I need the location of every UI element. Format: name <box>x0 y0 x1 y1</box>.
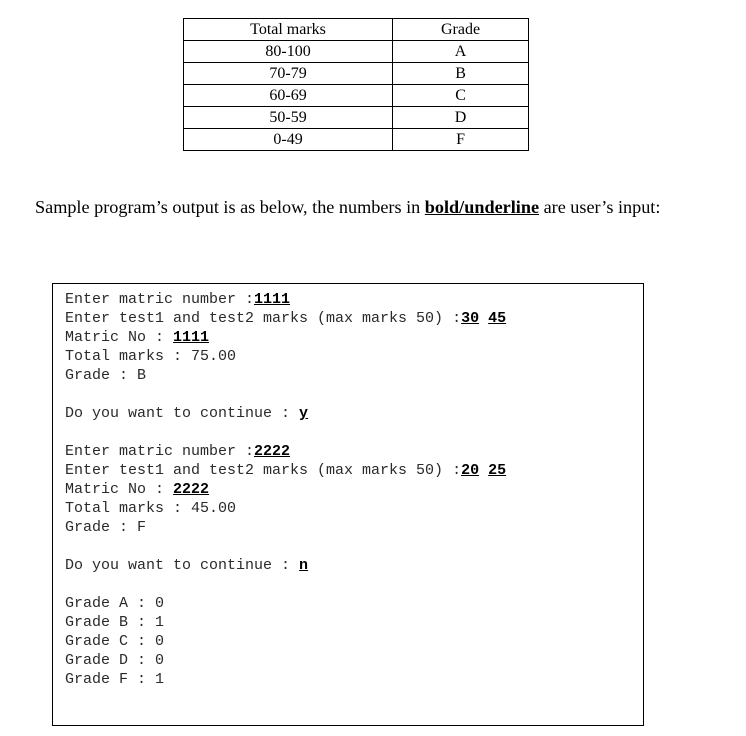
user-input: 30 <box>461 310 480 327</box>
console-line <box>65 442 643 461</box>
prompt-text: Enter matric number : <box>65 291 255 308</box>
range-cell: 70-79 <box>184 63 393 85</box>
prompt-text: Do you want to continue : <box>65 557 300 574</box>
table-row <box>184 63 529 85</box>
summary-line: Grade C : 0 <box>65 633 165 650</box>
console-line: Total marks : 75.00 <box>65 348 237 365</box>
sample-output-box <box>52 283 644 726</box>
blank-line <box>65 537 643 556</box>
console-line <box>65 309 643 328</box>
console-line <box>65 556 643 575</box>
console-line: Total marks : 45.00 <box>65 500 237 517</box>
user-input: 1111 <box>254 291 291 308</box>
console-line <box>65 480 643 499</box>
blank-line <box>65 575 643 594</box>
grade-cell: D <box>393 107 529 129</box>
grade-cell: B <box>393 63 529 85</box>
intro-emphasis: bold/underline <box>424 197 540 217</box>
range-cell: 60-69 <box>184 85 393 107</box>
summary-line: Grade A : 0 <box>65 595 165 612</box>
intro-text-before: Sample program’s output is as below, the numbers in <box>35 197 425 217</box>
header-total-marks: Total marks <box>184 19 393 41</box>
table-row <box>184 129 529 151</box>
table-row <box>184 85 529 107</box>
user-input: n <box>299 557 309 574</box>
table-row <box>184 41 529 63</box>
output-value: 1111 <box>173 329 210 346</box>
range-cell: 0-49 <box>184 129 393 151</box>
prompt-text: Do you want to continue : <box>65 405 300 422</box>
console-line <box>65 461 643 480</box>
console-line: Grade : B <box>65 367 147 384</box>
summary-line: Grade F : 1 <box>65 671 165 688</box>
intro-paragraph <box>35 195 740 219</box>
header-grade: Grade <box>393 19 529 41</box>
grade-cell: A <box>393 41 529 63</box>
console-line <box>65 328 643 347</box>
prompt-text: Enter test1 and test2 marks (max marks 50) : <box>65 462 462 479</box>
grade-cell: F <box>393 129 529 151</box>
console-line <box>65 404 643 423</box>
output-text: Matric No : <box>65 481 174 498</box>
user-input: 20 <box>461 462 480 479</box>
summary-line: Grade B : 1 <box>65 614 165 631</box>
prompt-text: Enter matric number : <box>65 443 255 460</box>
blank-line <box>65 423 643 442</box>
output-value: 2222 <box>173 481 210 498</box>
summary-line: Grade D : 0 <box>65 652 165 669</box>
grade-cell: C <box>393 85 529 107</box>
user-input: y <box>299 405 309 422</box>
console-line <box>65 290 643 309</box>
table-row <box>184 107 529 129</box>
prompt-text: Enter test1 and test2 marks (max marks 50) : <box>65 310 462 327</box>
range-cell: 50-59 <box>184 107 393 129</box>
console-line: Grade : F <box>65 519 147 536</box>
output-text: Matric No : <box>65 329 174 346</box>
intro-text-after: are user’s input: <box>539 197 661 217</box>
user-input: 45 <box>488 310 507 327</box>
range-cell: 80-100 <box>184 41 393 63</box>
user-input: 25 <box>488 462 507 479</box>
grade-table <box>183 18 529 151</box>
blank-line <box>65 385 643 404</box>
grade-table-header-row <box>184 19 529 41</box>
user-input: 2222 <box>254 443 291 460</box>
